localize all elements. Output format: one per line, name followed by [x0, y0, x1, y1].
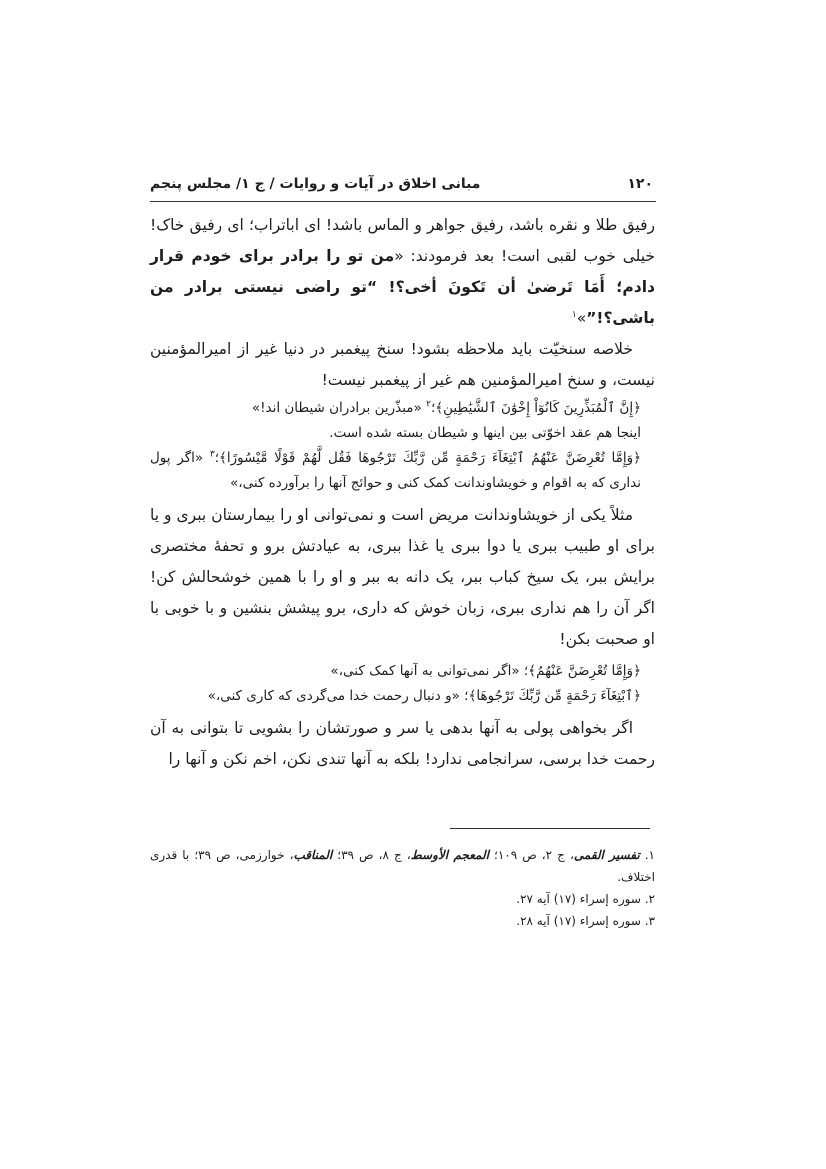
- page-header: [150, 176, 655, 198]
- quran-verse-1: ﴿إِنَّ ٱلْمُبَذِّرِينَ كَانُوٓاْ إِخْوَٰنَ ٱلشَّيَٰطِينِ﴾؛: [430, 400, 641, 416]
- footnote-1-title-1: تفسیر القمی: [573, 848, 640, 862]
- footnote-2: ۲. سوره إسراء (۱۷) آیه ۲۷.: [516, 892, 655, 906]
- footnote-3: ۳. سوره إسراء (۱۷) آیه ۲۸.: [516, 914, 655, 928]
- page-number: ۱۲۰: [627, 176, 653, 192]
- p1-line-3b: “تو راضی نیستی برادر من باشی؟!”: [150, 278, 655, 327]
- paragraph-4: اگر بخواهی پولی به آنها بدهی یا سر و صورتشان را بشویی تا بتوانی به آن رحمت خدا برسی، سرانجامی ندارد! بلکه به آنها تندی نکن، اخم نکن و آنها را: [150, 719, 655, 768]
- footnote-1-text-1: ، ج ۲، ص ۱۰۹؛: [488, 848, 574, 862]
- footnote-ref-2[interactable]: ۲: [426, 399, 431, 410]
- paragraph-1: [150, 210, 655, 334]
- paragraph-2: خلاصه سنخیّت باید ملاحظه بشود! سنخ پیغمبر در دنیا غیر از امیرالمؤمنین نیست، و سنخ امیرالمؤمنین هم غیر از پیغمبر نیست!: [150, 340, 655, 389]
- quran-verse-2: ﴿وَإِمَّا تُعْرِضَنَّ عَنْهُمُ ٱبْتِغَآءَ رَحْمَةٍ مِّن رَّبِّكَ تَرْجُوهَا فَقُل لَّهُمْ قَوْلًا مَّيْسُورًا﴾؛: [214, 450, 642, 466]
- verse-1-translation: «مبذّرین برادران شیطان اند!»: [251, 400, 422, 416]
- header-rule: [150, 201, 656, 202]
- p1-line-2a: خیلی خوب لقبی است! بعد فرمودند: «: [394, 247, 656, 265]
- p1-line-3a: أن تَکونَ أخی؟!: [377, 278, 516, 296]
- paragraph-3: مثلاً یکی از خویشاوندانت مریض است و نمی‌توانی او را بیمارستان ببری و یا برای او طبیب ببری یا دوا ببری یا غذا ببری، به عیادتش برو و تحفهٔ مختصری برایش ببر، یک سیخ کباب ببر، یک دانه به ببر و او را با همین خوشحالش کن! اگر آن را هم نداری ببری، زبان خوش که داری، برو پیشش بنشین و با خوبی با او صحبت بکن!: [150, 506, 655, 648]
- p1-line-1: رفیق طلا و نقره باشد، رفیق جواهر و الماس باشد! ای اباتراب؛ ای رفیق خاک!: [150, 216, 655, 234]
- footnote-separator: [450, 828, 650, 829]
- quote-2: [150, 446, 655, 496]
- quote-3: ﴿وَإِمَّا تُعْرِضَنَّ عَنْهُمُ﴾؛ «اگر نمی‌توانی به آنها کمک کنی،»: [330, 663, 641, 679]
- footnote-ref-3[interactable]: ۳: [209, 449, 215, 460]
- p1-line-3c: »: [576, 309, 587, 327]
- footnote-1-title-3: المناقب: [293, 848, 333, 862]
- footnotes: [150, 844, 655, 932]
- quote-1: [150, 396, 655, 421]
- footnote-1-title-2: المعجم الأوسط: [410, 848, 489, 862]
- quote-1-comment: اینجا هم عقد اخوّتی بین اینها و شیطان بسته شده است.: [329, 425, 641, 441]
- footnote-ref-1[interactable]: ۱: [571, 309, 577, 320]
- footnote-1-number: ۱.: [639, 848, 655, 862]
- footnote-1: [150, 844, 655, 888]
- p1-line-2b: من تو را برادر برای خودم قرار دادم؛ أَمَا تَرضیٰ: [150, 247, 655, 296]
- running-title: مبانی اخلاق در آیات و روایات / ج ۱/ مجلس پنجم: [150, 176, 481, 192]
- main-text: [150, 210, 655, 775]
- footnote-1-text-3: ، خوارزمی، ص ۳۹؛ با قدری اختلاف.: [150, 848, 655, 884]
- footnote-1-text-2: ، ج ۸، ص ۳۹؛: [332, 848, 411, 862]
- quote-4: ﴿ٱبْتِغَآءَ رَحْمَةٍ مِّن رَّبِّكَ تَرْجُوهَا﴾؛ «و دنبال رحمت خدا می‌گردی که کاری کنی،»: [207, 688, 641, 704]
- verse-2-translation: «اگر پول نداری که به اقوام و خویشاوندانت کمک کنی و حوائج آنها را برآورده کنی،»: [150, 450, 641, 491]
